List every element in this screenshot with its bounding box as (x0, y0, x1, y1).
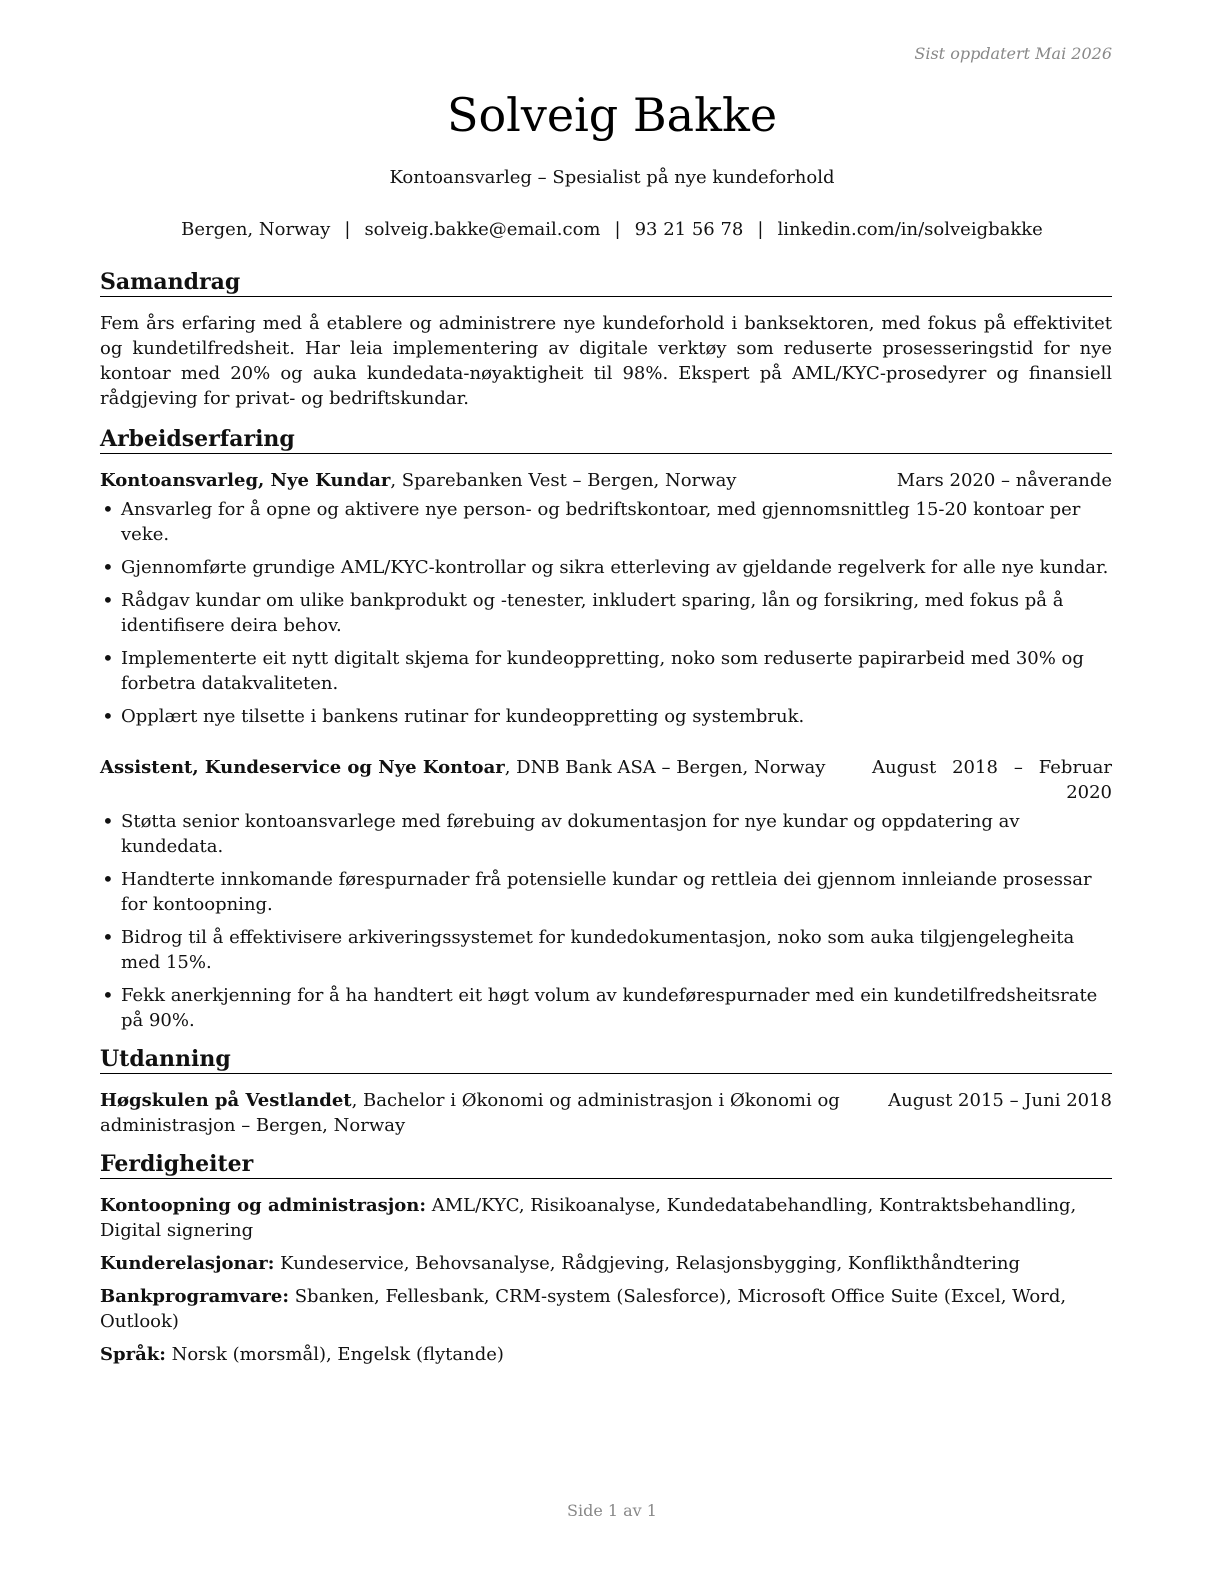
skill-value: AML/KYC, Risikoanalyse, Kundedatabehandling, Kontraktsbehandling, Digital signering (100, 1195, 1077, 1241)
section-title-skills: Ferdigheiter (100, 1152, 1112, 1179)
list-item: • Gjennomførte grundige AML/KYC-kontrollar og sikra etterleving av gjeldande regelverk for alle nye kundar. (100, 555, 1112, 580)
skill-label: Bankprogramvare: (100, 1286, 289, 1307)
job-bullets (100, 497, 1112, 729)
job-title: Assistent, Kundeservice og Nye Kontoar (100, 757, 505, 778)
contact-linkedin[interactable]: linkedin.com/in/solveigbakke (777, 219, 1043, 240)
education-dates: August 2015 – Juni 2018 (888, 1090, 1112, 1111)
skill-value: Sbanken, Fellesbank, CRM-system (Salesforce), Microsoft Office Suite (Excel, Word, Outlook) (100, 1286, 1067, 1332)
list-item: • Implementerte eit nytt digitalt skjema for kundeoppretting, noko som reduserte papirarbeid med 30% og forbetra datakvaliteten. (100, 646, 1112, 696)
page-footer: Side 1 av 1 (567, 1501, 657, 1520)
job-entry (100, 468, 1112, 729)
resume-body (100, 270, 1112, 1367)
skill-value: Kundeservice, Behovsanalyse, Rådgjeving, Relasjonsbygging, Konflikthåndtering (274, 1253, 1020, 1274)
skill-label: Kontoopning og administrasjon: (100, 1195, 427, 1216)
skill-row (100, 1284, 1112, 1334)
list-item: • Opplært nye tilsette i bankens rutinar for kundeoppretting og systembruk. (100, 704, 1112, 729)
skills-list (100, 1193, 1112, 1367)
skill-row (100, 1342, 1112, 1367)
job-company: , Sparebanken Vest – Bergen, Norway (390, 470, 737, 491)
education-entry (100, 1088, 1112, 1138)
education-detail: , Bachelor i Økonomi og administrasjon i Økonomi og administrasjon – Bergen, Norway (100, 1090, 840, 1136)
list-item: • Ansvarleg for å opne og aktivere nye person- og bedriftskontoar, med gjennomsnittleg 15-20 kontoar per veke. (100, 497, 1112, 547)
job-header (100, 755, 1112, 805)
last-updated: Sist oppdatert Mai 2026 (914, 44, 1112, 63)
education-school: Høgskulen på Vestlandet (100, 1090, 352, 1111)
list-item: • Bidrog til å effektivisere arkiveringssystemet for kundedokumentasjon, noko som auka tilgjengelegheita med 15%. (100, 925, 1112, 975)
skill-value: Norsk (morsmål), Engelsk (flytande) (165, 1344, 504, 1365)
skill-row (100, 1193, 1112, 1243)
job-company: , DNB Bank ASA – Bergen, Norway (504, 757, 826, 778)
job-entry (100, 755, 1112, 1033)
headline: Kontoansvarleg – Spesialist på nye kundeforhold (389, 167, 835, 188)
list-item: • Fekk anerkjenning for å ha handtert eit høgt volum av kundeførespurnader med ein kundetilfredsheitsrate på 90%. (100, 983, 1112, 1033)
contact-phone: 93 21 56 78 (634, 219, 744, 240)
job-dates: Mars 2020 – nåverande (896, 470, 1112, 491)
contact-separator: | (344, 219, 351, 240)
contact-separator: | (757, 219, 764, 240)
job-bullets (100, 809, 1112, 1033)
section-title-education: Utdanning (100, 1047, 1112, 1074)
list-item: • Rådgav kundar om ulike bankprodukt og -tenester, inkludert sparing, lån og forsikring, med fokus på å identifisere deira behov. (100, 588, 1112, 638)
list-item: • Støtta senior kontoansvarlege med førebuing av dokumentasjon for nye kundar og oppdatering av kundedata. (100, 809, 1112, 859)
job-dates: August 2018 – Februar 2020 (872, 757, 1112, 803)
contact-separator: | (614, 219, 621, 240)
section-title-experience: Arbeidserfaring (100, 427, 1112, 454)
skill-row (100, 1251, 1112, 1276)
skill-label: Kunderelasjonar: (100, 1253, 275, 1274)
list-item: • Handterte innkomande førespurnader frå potensielle kundar og rettleia dei gjennom innleiande prosessar for kontoopning. (100, 867, 1112, 917)
contact-line (0, 219, 1224, 240)
candidate-name: Solveig Bakke (446, 88, 778, 142)
contact-location: Bergen, Norway (181, 219, 331, 240)
section-title-summary: Samandrag (100, 270, 1112, 297)
job-header (100, 468, 1112, 493)
summary-text: Fem års erfaring med å etablere og administrere nye kundeforhold i banksektoren, med fokus på effektivitet og kundetilfredsheit. Har leia implementering av digitale verktøy som reduserte prosesseringstid for nye kontoar med 20% og auka kundedata-nøyaktigheit til 98%. Ekspert på AML/KYC-prosedyrer og finansiell rådgjeving for privat- og bedriftskundar. (100, 313, 1112, 409)
job-title: Kontoansvarleg, Nye Kundar (100, 470, 391, 491)
contact-email[interactable]: solveig.bakke@email.com (364, 219, 601, 240)
skill-label: Språk: (100, 1344, 166, 1365)
